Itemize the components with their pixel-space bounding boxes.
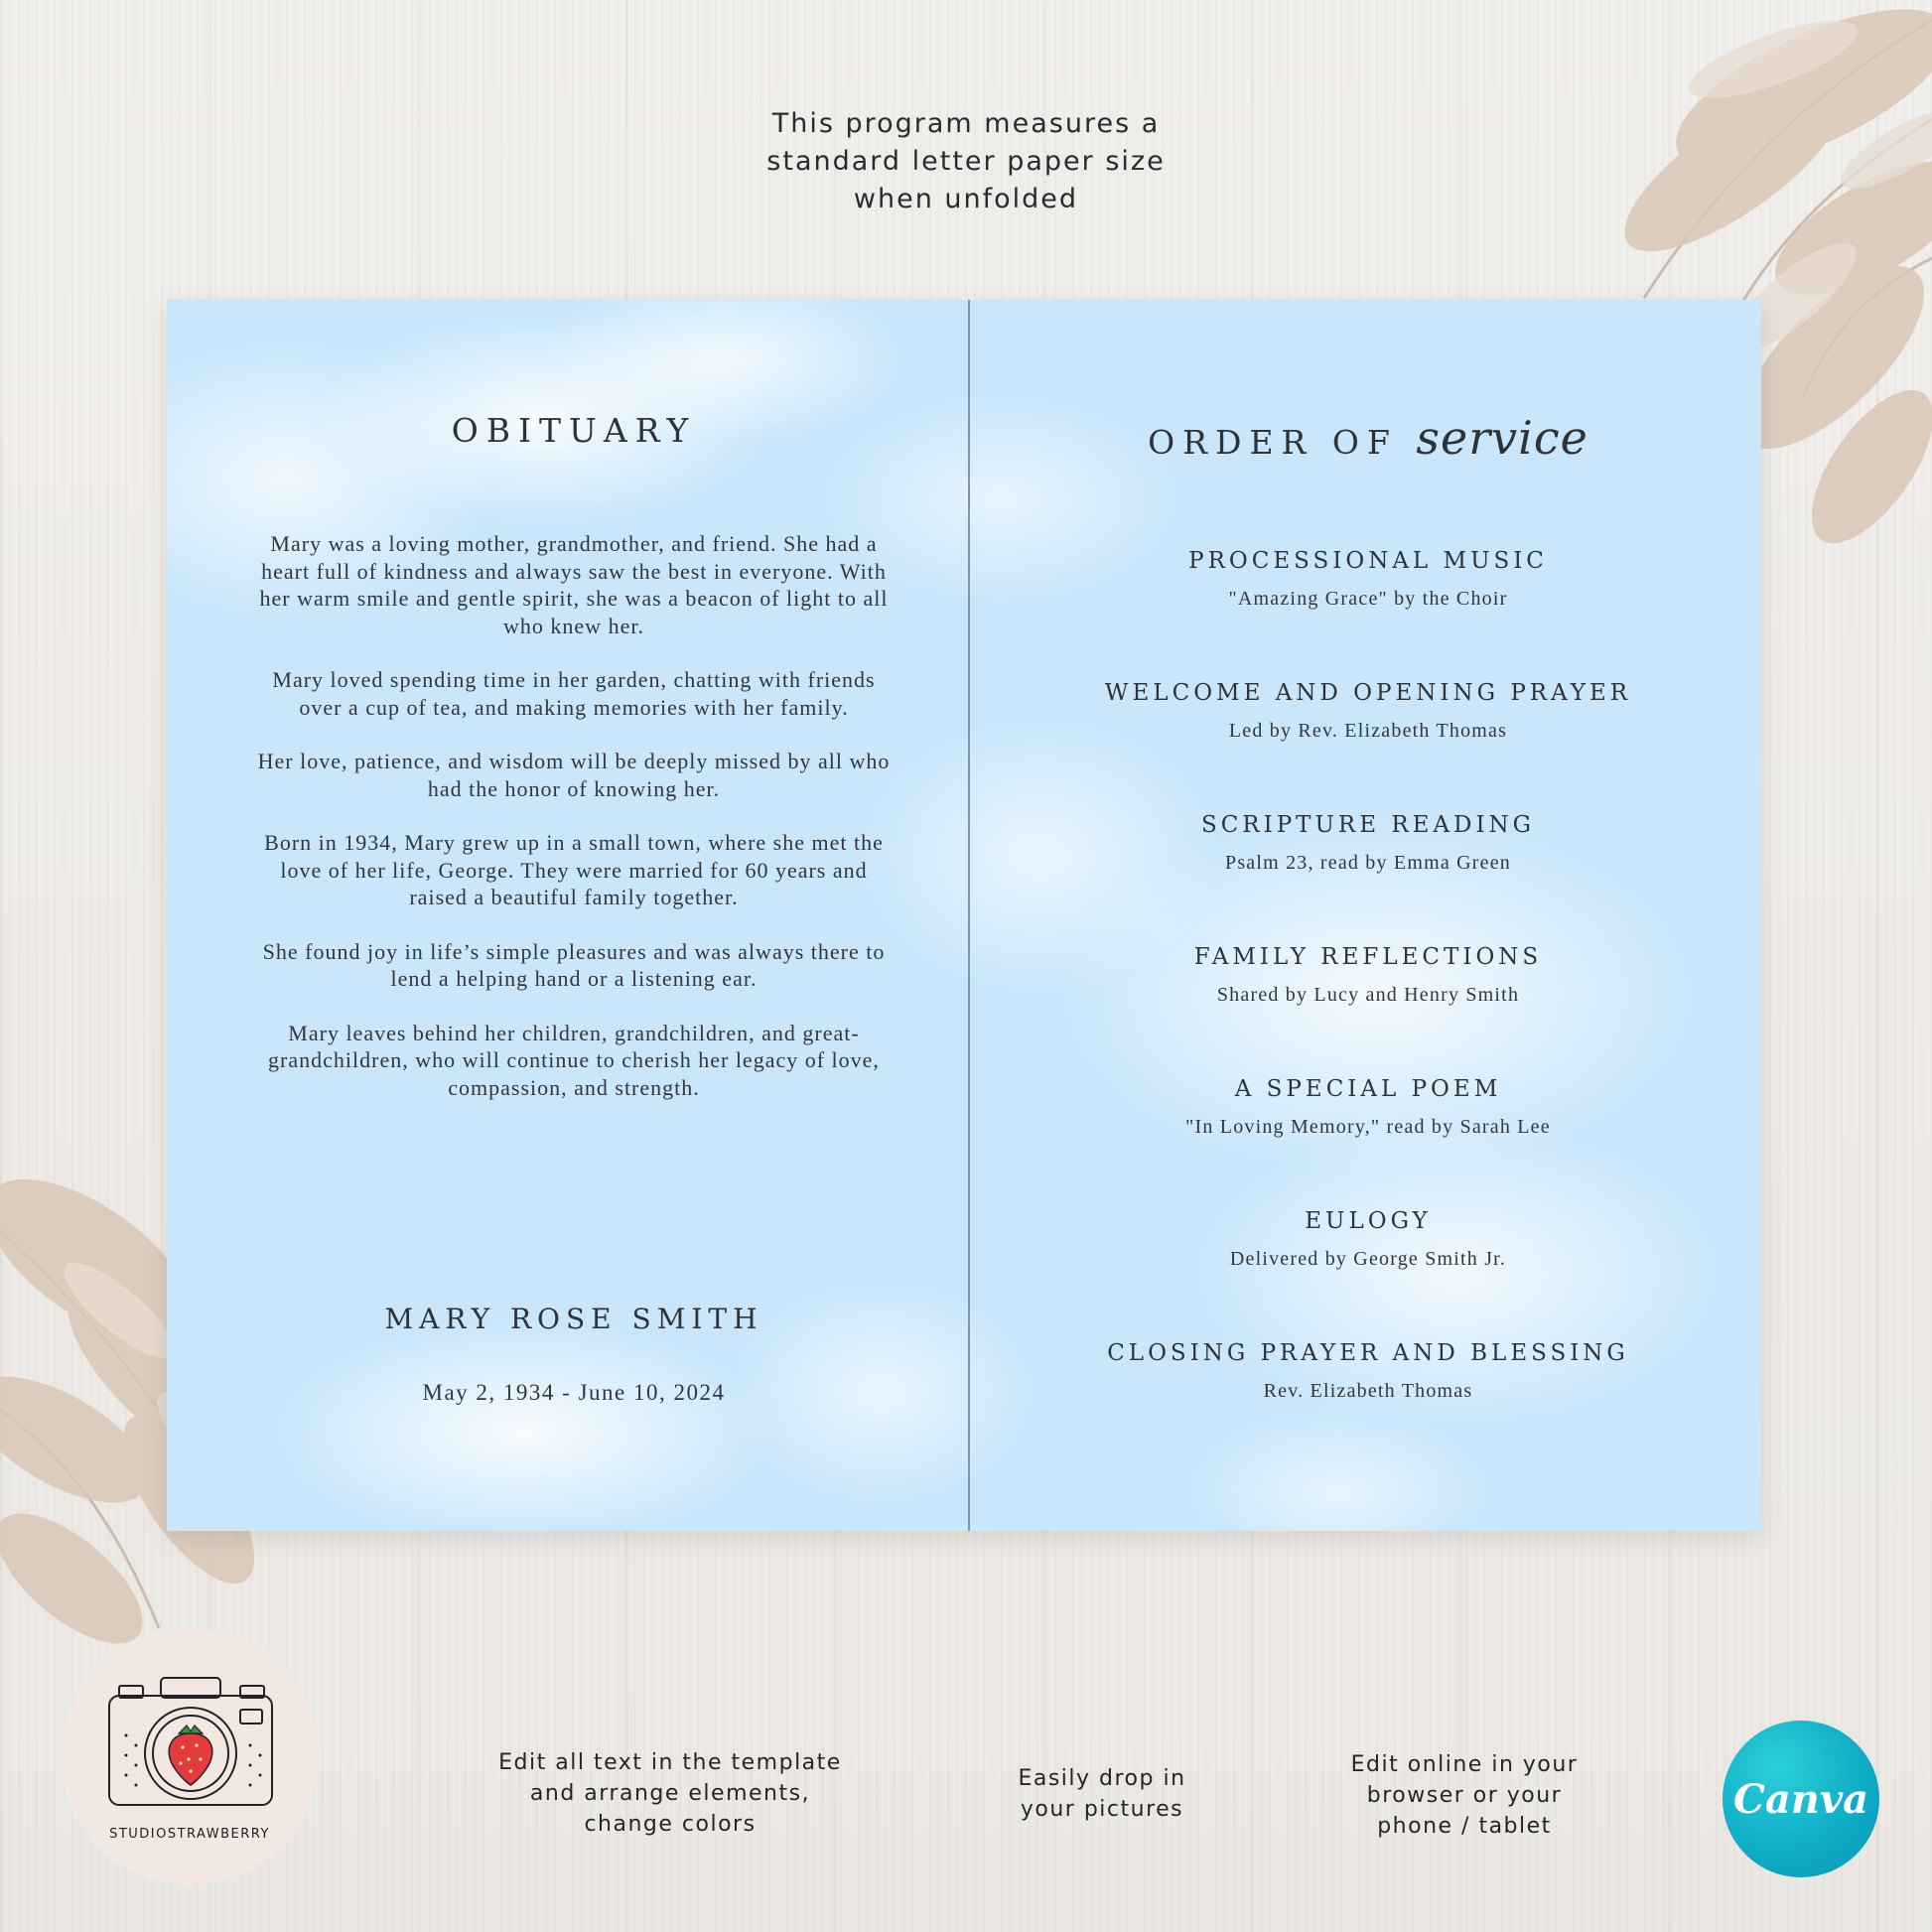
service-item-heading: SCRIPTURE READING <box>1200 812 1536 838</box>
service-item-detail: Psalm 23, read by Emma Green <box>1225 852 1511 874</box>
service-item-detail: Rev. Elizabeth Thomas <box>1263 1380 1473 1402</box>
obituary-paragraph: Born in 1934, Mary grew up in a small town, where she met the love of her life, George. They were married for 60 years and raised a beautiful family together. <box>264 830 884 909</box>
order-of-service-title-script: service <box>1416 411 1588 465</box>
service-item <box>1040 1074 1696 1206</box>
canva-logo-text: Canva <box>1733 1775 1868 1823</box>
feature-edit-text: Edit all text in the template and arrange elements, change colors <box>498 1750 842 1837</box>
size-caption: This program measures a standard letter paper size when unfolded <box>766 108 1166 214</box>
obituary-paragraph: Her love, patience, and wisdom will be deeply missed by all who had the honor of knowing her. <box>257 749 891 801</box>
obituary-paragraph: Mary loved spending time in her garden, chatting with friends over a cup of tea, and making memories with her family. <box>272 667 876 720</box>
service-list <box>1040 546 1696 1470</box>
service-item <box>1040 546 1696 678</box>
obituary-paragraph: She found joy in life’s simple pleasures and was always there to lend a helping hand or a listening ear. <box>262 938 886 991</box>
service-item <box>1040 1206 1696 1338</box>
order-of-service-panel <box>1040 300 1696 1531</box>
feature-edit-online: Edit online in your browser or your phone / tablet <box>1350 1752 1579 1839</box>
deceased-dates: May 2, 1934 - June 10, 2024 <box>422 1380 726 1405</box>
fold-line <box>968 300 970 1531</box>
order-of-service-title <box>1040 411 1696 465</box>
studio-logo <box>62 1628 318 1884</box>
service-item-heading: EULOGY <box>1305 1208 1432 1234</box>
service-item-detail: Led by Rev. Elizabeth Thomas <box>1228 720 1508 742</box>
feature-drop-pictures: Easily drop in your pictures <box>1018 1766 1186 1822</box>
service-item <box>1040 810 1696 942</box>
service-item <box>1040 942 1696 1074</box>
order-of-service-title-caps: ORDER OF <box>1148 423 1398 462</box>
service-item <box>1040 1338 1696 1470</box>
service-item-heading: PROCESSIONAL MUSIC <box>1188 548 1548 574</box>
camera-strawberry-icon <box>101 1666 280 1815</box>
canva-logo <box>1723 1721 1879 1877</box>
funeral-program <box>167 300 1761 1531</box>
service-item-detail: Shared by Lucy and Henry Smith <box>1216 984 1520 1006</box>
service-item-detail: Delivered by George Smith Jr. <box>1229 1248 1507 1270</box>
obituary-title: OBITUARY <box>451 411 697 450</box>
studio-brand-name: STUDIOSTRAWBERRY <box>109 1827 270 1842</box>
service-item-detail: "Amazing Grace" by the Choir <box>1228 588 1508 610</box>
service-item <box>1040 678 1696 810</box>
obituary-panel <box>256 300 892 1531</box>
service-item-heading: WELCOME AND OPENING PRAYER <box>1104 680 1632 706</box>
obituary-paragraph: Mary was a loving mother, grandmother, and friend. She had a heart full of kindness and always saw the best in everyone. With her warm smile and gentle spirit, she was a beacon of light to all who knew her. <box>259 531 889 638</box>
service-item-heading: FAMILY REFLECTIONS <box>1193 944 1543 970</box>
obituary-text <box>256 530 892 1128</box>
obituary-paragraph: Mary leaves behind her children, grandchildren, and great-grandchildren, who will continue to cherish her legacy of love, compassion, and strength. <box>268 1020 880 1100</box>
deceased-name: MARY ROSE SMITH <box>384 1303 763 1335</box>
service-item-detail: "In Loving Memory," read by Sarah Lee <box>1185 1116 1551 1138</box>
service-item-heading: A SPECIAL POEM <box>1234 1076 1502 1102</box>
service-item-heading: CLOSING PRAYER AND BLESSING <box>1107 1340 1629 1366</box>
